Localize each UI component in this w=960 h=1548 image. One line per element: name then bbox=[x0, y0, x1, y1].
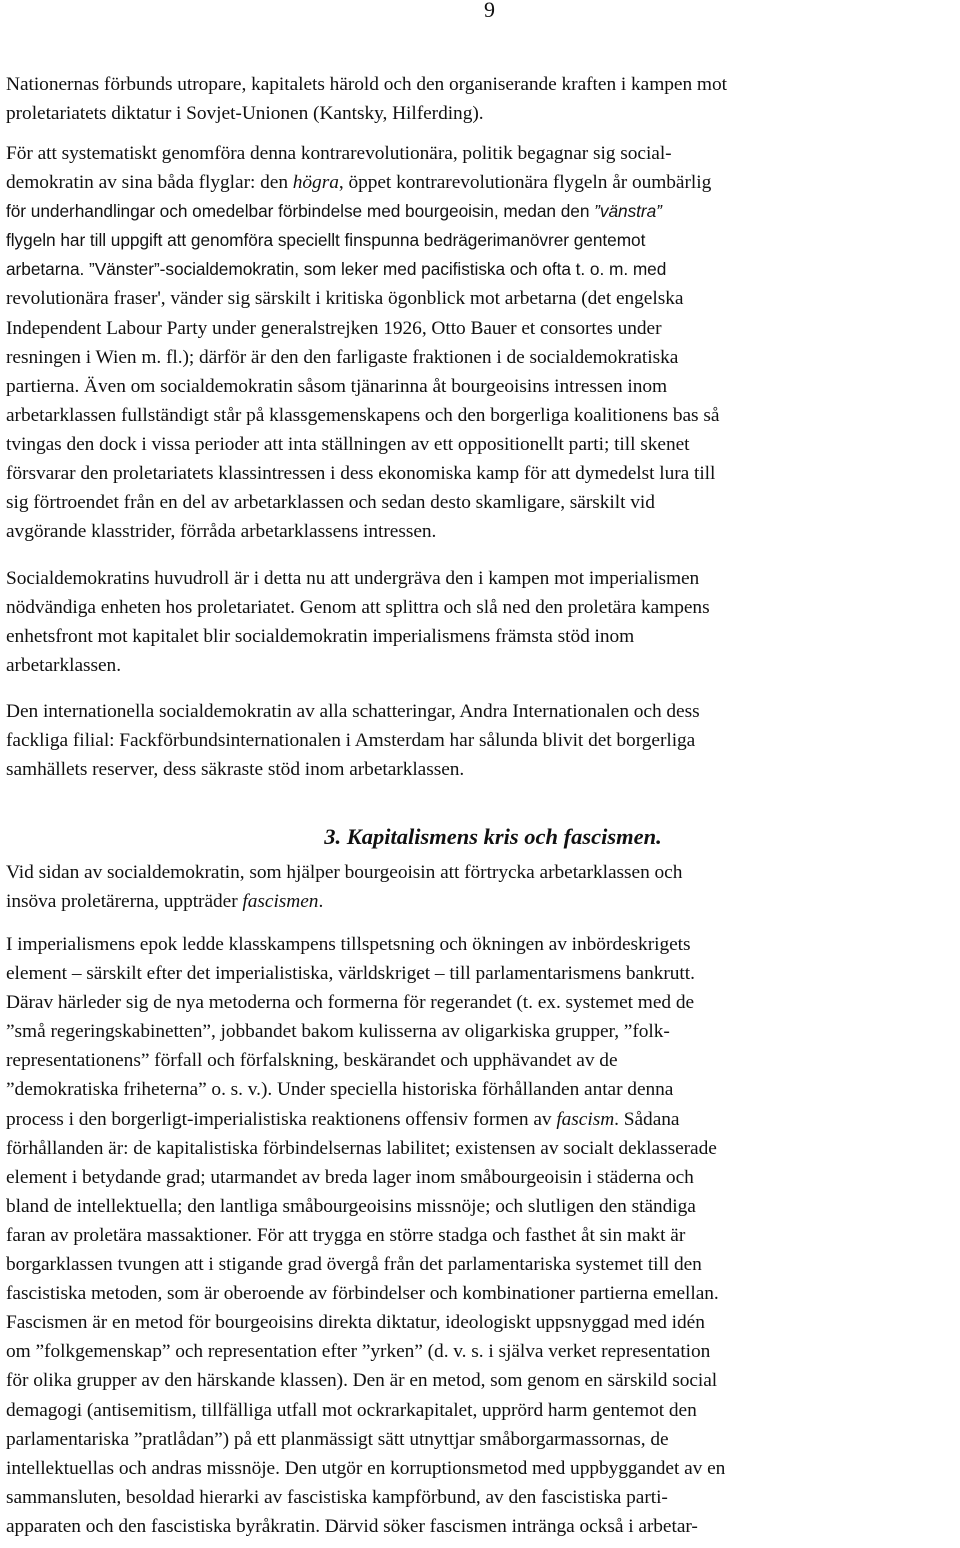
text-line: Fascismen är en metod för bourgeoisins direkta diktatur, ideologiskt uppsnyggad med idén bbox=[6, 1312, 705, 1334]
text-line: För att systematiskt genomföra denna kontrarevolutionära, politik begagnar sig social- bbox=[6, 143, 672, 164]
text-line: Den internationella socialdemokratin av alla schatteringar, Andra Internationalen och dess bbox=[6, 701, 700, 722]
paragraph-4 bbox=[6, 697, 700, 784]
paragraph-1 bbox=[6, 70, 727, 128]
text-line: flygeln har till uppgift att genomföra speciellt finspunna bedrägerimanövrer gentemot bbox=[6, 230, 646, 251]
text-line: fackliga filial: Fackförbundsinternationalen i Amsterdam har sålunda blivit det borgerliga bbox=[6, 730, 696, 752]
paragraph-6 bbox=[6, 930, 725, 1541]
emphasis-text: fascism bbox=[556, 1108, 615, 1130]
text-line: sammansluten, besoldad hierarki av fascistiska kampförbund, av den fascistiska parti- bbox=[6, 1486, 668, 1508]
emphasis-text: ”vänstra” bbox=[594, 201, 662, 222]
text-line: Independent Labour Party under generalstrejken 1926, Otto Bauer et consortes under bbox=[6, 317, 662, 339]
paragraph-2 bbox=[6, 139, 719, 546]
text-line: I imperialismens epok ledde klasskampens tillspetsning och ökningen av inbördeskrigets bbox=[6, 934, 691, 955]
text-line: arbetarklassen fullständigt står på klassgemenskapens och den borgerliga koalitionens bas så bbox=[6, 404, 720, 426]
text-line: resningen i Wien m. fl.); därför är den den farligaste fraktionen i de socialdemokratiska bbox=[6, 346, 679, 368]
text-line: faran av proletära massaktioner. För att trygga en större stadga och fasthet åt sin makt är bbox=[6, 1224, 686, 1246]
text-line: revolutionära fraser', vänder sig särskilt i kritiska ögonblick mot arbetarna (det engelska bbox=[6, 288, 684, 310]
text-line: demagogi (antisemitism, tillfälliga utfall mot ockrarkapitalet, upprörd harm gentemot den bbox=[6, 1399, 697, 1421]
text-line: representationens” förfall och förfalskning, beskärandet och upphävandet av de bbox=[6, 1050, 618, 1072]
text-line: Socialdemokratins huvudroll är i detta nu att undergräva den i kampen mot imperialismen bbox=[6, 568, 700, 589]
emphasis-text: högra bbox=[292, 172, 339, 194]
text-line: borgarklassen tvungen att i stigande grad övergå från det parlamentariska systemet till den bbox=[6, 1254, 702, 1276]
emphasis-text: fascismen bbox=[242, 891, 319, 913]
text-line: nödvändiga enheten hos proletariatet. Genom att splittra och slå ned den proletära kampens bbox=[6, 597, 710, 619]
text-line: försvarar den proletariatets klassintressen i dess ekonomiska kamp för att dymedelst lura till bbox=[6, 463, 716, 485]
text-line: bland de intellektuella; den lantliga småbourgeoisins missnöje; och slutligen den ständiga bbox=[6, 1195, 696, 1217]
text-line: arbetarklassen. bbox=[6, 655, 121, 677]
text-line: insöva proletärerna, uppträder fascismen. bbox=[6, 891, 324, 913]
text-line: ”små regeringskabinetten”, jobbandet bakom kulisserna av oligarkiska grupper, ”folk- bbox=[6, 1021, 670, 1043]
text-line: Därav härleder sig de nya metoderna och formerna för regerandet (t. ex. systemet med de bbox=[6, 992, 695, 1014]
text-line: proletariatets diktatur i Sovjet-Unionen (Kantsky, Hilferding). bbox=[6, 103, 484, 125]
text-line: partierna. Även om socialdemokratin såsom tjänarinna åt bourgeoisins intressen inom bbox=[6, 375, 668, 397]
page-number: 9 bbox=[484, 0, 495, 22]
text-line: element i betydande grad; utarmandet av breda lager inom småbourgeoisin i städerna och bbox=[6, 1166, 694, 1188]
text-line: apparaten och den fascistiska byråkratin. Därvid söker fascismen intränga också i arbetar- bbox=[6, 1515, 698, 1537]
text-line: samhällets reserver, dess säkraste stöd inom arbetarklassen. bbox=[6, 759, 465, 781]
text-line: förhållanden är: de kapitalistiska förbindelsernas labilitet; existensen av socialt deklasserade bbox=[6, 1137, 717, 1159]
section-heading: 3. Kapitalismens kris och fascismen. bbox=[324, 824, 662, 849]
text-line: fascistiska metoden, som är oberoende av förbindelser och kombinationer partierna emellan. bbox=[6, 1283, 719, 1305]
text-line: enhetsfront mot kapitalet blir socialdemokratin imperialismens främsta stöd inom bbox=[6, 626, 635, 648]
text-line: avgörande klasstrider, förråda arbetarklassens intressen. bbox=[6, 521, 437, 543]
text-line: för olika grupper av den härskande klassen). Den är en metod, som genom en särskild social bbox=[6, 1370, 718, 1392]
text-line: parlamentariska ”pratlådan”) på ett planmässigt sätt utnyttjar småborgarmassornas, de bbox=[6, 1428, 669, 1450]
text-line: demokratin av sina båda flyglar: den högra, öppet kontrarevolutionära flygeln år oumbärlig bbox=[6, 172, 712, 194]
text-line: Nationernas förbunds utropare, kapitalets härold och den organiserande kraften i kampen mot bbox=[6, 74, 727, 95]
text-line: tvingas den dock i vissa perioder att inta ställningen av ett oppositionellt parti; till skenet bbox=[6, 433, 690, 455]
text-line: om ”folkgemenskap” och representation efter ”yrken” (d. v. s. i själva verket representation bbox=[6, 1341, 711, 1363]
text-line: för underhandlingar och omedelbar förbindelse med bourgeoisin, medan den ”vänstra” bbox=[6, 201, 662, 222]
text-line: arbetarna. ”Vänster”-socialdemokratin, som leker med pacifistiska och ofta t. o. m. med bbox=[6, 259, 667, 280]
paragraph-5 bbox=[6, 858, 682, 916]
text-line: sig förtroendet från en del av arbetarklassen och sedan desto skamligare, särskilt vid bbox=[6, 492, 655, 514]
text-line: process i den borgerligt-imperialistiska reaktionens offensiv formen av fascism. Sådana bbox=[6, 1108, 680, 1130]
text-line: ”demokratiska friheterna” o. s. v.). Under speciella historiska förhållanden antar denna bbox=[6, 1079, 674, 1101]
paragraph-3 bbox=[6, 564, 710, 680]
text-line: element – särskilt efter det imperialistiska, världskriget – till parlamentarismens bankrutt. bbox=[6, 963, 695, 985]
text-line: intellektuellas och andras missnöje. Den utgör en korruptionsmetod med uppbyggandet av en bbox=[6, 1457, 726, 1479]
text-line: Vid sidan av socialdemokratin, som hjälper bourgeoisin att förtrycka arbetarklassen och bbox=[6, 862, 683, 883]
